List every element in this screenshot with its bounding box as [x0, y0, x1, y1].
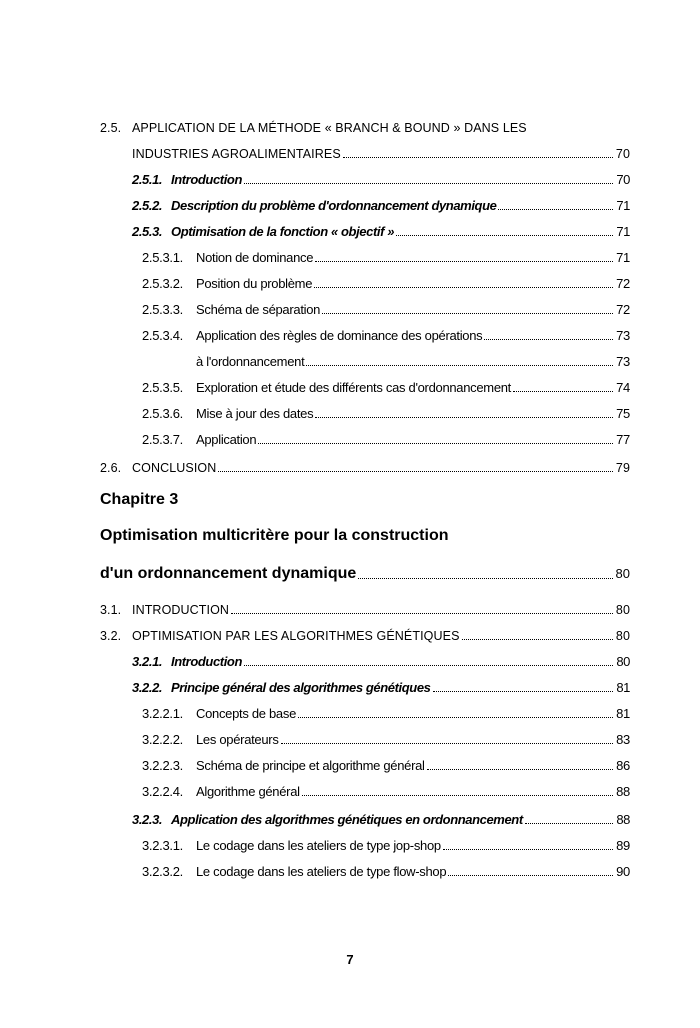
section-title: Schéma de principe et algorithme général: [196, 758, 425, 773]
section-title: Application des algorithmes génétiques en ordonnancement: [171, 812, 523, 827]
page-number: 80: [615, 629, 630, 643]
section-number: 2.5.3.4.: [142, 328, 183, 343]
page-footer-number: 7: [346, 952, 354, 967]
page-number: 77: [616, 432, 630, 447]
section-number: 3.1.: [100, 603, 122, 617]
section-title: CONCLUSION: [132, 461, 217, 475]
page-number: 88: [616, 784, 630, 799]
section-number: 2.5.: [100, 121, 122, 135]
section-number: 2.5.3.6.: [142, 406, 183, 421]
section-number: 3.2.3.: [132, 812, 163, 827]
toc-entry-3-1[interactable]: [100, 596, 630, 618]
section-number: 3.2.: [100, 629, 122, 643]
page-number: 71: [616, 198, 630, 213]
leader-dots: [462, 639, 613, 640]
section-number: 2.5.3.1.: [142, 250, 183, 265]
section-title: Principe général des algorithmes génétiques: [171, 680, 431, 695]
section-title: Concepts de base: [196, 706, 296, 721]
leader-dots: [302, 795, 613, 796]
section-title: Exploration et étude des différents cas d'ordonnancement: [196, 380, 511, 395]
chapter-title: Optimisation multicritère pour la construction: [100, 527, 449, 544]
toc-entry-2-5-1[interactable]: [100, 166, 630, 188]
page-number: 72: [616, 302, 630, 317]
section-number: 2.6.: [100, 461, 122, 475]
page-number: 71: [616, 250, 630, 265]
leader-dots: [231, 613, 613, 614]
page-number: 71: [616, 224, 630, 239]
toc-entry-2-5[interactable]: [100, 114, 630, 136]
page-number: 80: [615, 603, 630, 617]
page-number: 81: [616, 680, 630, 695]
page-number: 80: [616, 654, 630, 669]
section-number: 3.2.1.: [132, 654, 163, 669]
section-number: 2.5.3.: [132, 224, 163, 239]
leader-dots: [433, 691, 614, 692]
leader-dots: [525, 823, 614, 824]
section-number: 2.5.3.5.: [142, 380, 183, 395]
section-title: Algorithme général: [196, 784, 300, 799]
section-number: 3.2.3.2.: [142, 864, 183, 879]
leader-dots: [298, 717, 613, 718]
section-title: Notion de dominance: [196, 250, 314, 265]
page-number: 73: [616, 328, 630, 343]
leader-dots: [315, 417, 613, 418]
leader-dots: [244, 665, 613, 666]
page-number: 70: [616, 172, 630, 187]
toc-entry-2-5-3-6[interactable]: [100, 400, 630, 422]
section-number: 2.5.2.: [132, 198, 163, 213]
toc-entry-3-2-3[interactable]: [100, 806, 630, 828]
section-title: Mise à jour des dates: [196, 406, 314, 421]
section-title: Le codage dans les ateliers de type jop-shop: [196, 838, 441, 853]
page-number: 90: [616, 864, 630, 879]
section-title: Introduction: [171, 172, 243, 187]
leader-dots: [281, 743, 614, 744]
toc-entry-2-5-3-5[interactable]: [100, 374, 630, 396]
leader-dots: [306, 365, 613, 366]
leader-dots: [396, 235, 613, 236]
toc-entry-2-5-3[interactable]: [100, 218, 630, 240]
page-number: 89: [616, 838, 630, 853]
leader-dots: [427, 769, 613, 770]
toc-entry-3-2-2-3[interactable]: [100, 752, 630, 774]
leader-dots: [244, 183, 613, 184]
section-number: 3.2.2.2.: [142, 732, 183, 747]
toc-entry-2-5-2[interactable]: [100, 192, 630, 214]
section-number: 3.2.2.3.: [142, 758, 183, 773]
section-title: Introduction: [171, 654, 243, 669]
toc-entry-2-5-3-4-cont[interactable]: [100, 348, 630, 370]
page-number: 72: [616, 276, 630, 291]
toc-entry-chapter-3[interactable]: [100, 560, 630, 584]
section-number: 3.2.2.1.: [142, 706, 183, 721]
toc-entry-3-2-2-2[interactable]: [100, 726, 630, 748]
section-number: 2.5.1.: [132, 172, 163, 187]
section-title: INDUSTRIES AGROALIMENTAIRES: [132, 147, 341, 161]
section-title: Schéma de séparation: [196, 302, 321, 317]
page-number: 80: [615, 566, 630, 581]
section-number: 2.5.3.2.: [142, 276, 183, 291]
toc-entry-2-6[interactable]: [100, 454, 630, 476]
section-number: 3.2.3.1.: [142, 838, 183, 853]
leader-dots: [258, 443, 613, 444]
page-number: 74: [616, 380, 630, 395]
toc-entry-3-2-3-2[interactable]: [100, 858, 630, 880]
page-number: 73: [616, 354, 630, 369]
toc-entry-3-2-2[interactable]: [100, 674, 630, 696]
section-title: Application: [196, 432, 257, 447]
page-number: 83: [616, 732, 630, 747]
leader-dots: [218, 471, 613, 472]
toc-entry-2-5-3-4[interactable]: [100, 322, 630, 344]
chapter-title-cont: d'un ordonnancement dynamique: [100, 565, 357, 582]
toc-entry-3-2-3-1[interactable]: [100, 832, 630, 854]
leader-dots: [484, 339, 613, 340]
leader-dots: [443, 849, 613, 850]
section-title: INTRODUCTION: [132, 603, 230, 617]
leader-dots: [358, 578, 612, 579]
page-number: 70: [615, 147, 630, 161]
section-title: Les opérateurs: [196, 732, 279, 747]
toc-entry-3-2-2-4[interactable]: [100, 778, 630, 800]
leader-dots: [343, 157, 613, 158]
section-title: Application des règles de dominance des opérations: [196, 328, 483, 343]
toc-entry-2-5-3-7[interactable]: [100, 426, 630, 448]
toc-entry-2-5-3-2[interactable]: [100, 270, 630, 292]
toc-entry-2-5-3-1[interactable]: [100, 244, 630, 266]
section-number: 3.2.2.4.: [142, 784, 183, 799]
section-title: OPTIMISATION PAR LES ALGORITHMES GÉNÉTIQUES: [132, 629, 460, 643]
chapter-label: Chapitre 3: [100, 491, 179, 508]
page-number: 88: [616, 812, 630, 827]
section-number: 3.2.2.: [132, 680, 163, 695]
leader-dots: [513, 391, 613, 392]
toc-entry-3-2-1[interactable]: [100, 648, 630, 670]
toc-entry-3-2[interactable]: [100, 622, 630, 644]
section-number: 2.5.3.7.: [142, 432, 183, 447]
section-title: Position du problème: [196, 276, 313, 291]
toc-entry-2-5-3-3[interactable]: [100, 296, 630, 318]
leader-dots: [498, 209, 613, 210]
page-number: 81: [616, 706, 630, 721]
section-title: Le codage dans les ateliers de type flow-shop: [196, 864, 447, 879]
page-number: 75: [616, 406, 630, 421]
section-number: 2.5.3.3.: [142, 302, 183, 317]
toc-entry-3-2-2-1[interactable]: [100, 700, 630, 722]
section-title: Description du problème d'ordonnancement dynamique: [171, 198, 497, 213]
toc-entry-2-5-cont[interactable]: [100, 140, 630, 162]
leader-dots: [322, 313, 613, 314]
leader-dots: [315, 261, 613, 262]
leader-dots: [314, 287, 613, 288]
section-title: à l'ordonnancement: [196, 354, 305, 369]
section-title: Optimisation de la fonction « objectif »: [171, 224, 395, 239]
page-number: 79: [615, 461, 630, 475]
leader-dots: [448, 875, 613, 876]
section-title: APPLICATION DE LA MÉTHODE « BRANCH & BOUND » DANS LES: [132, 121, 527, 135]
page-number: 86: [616, 758, 630, 773]
